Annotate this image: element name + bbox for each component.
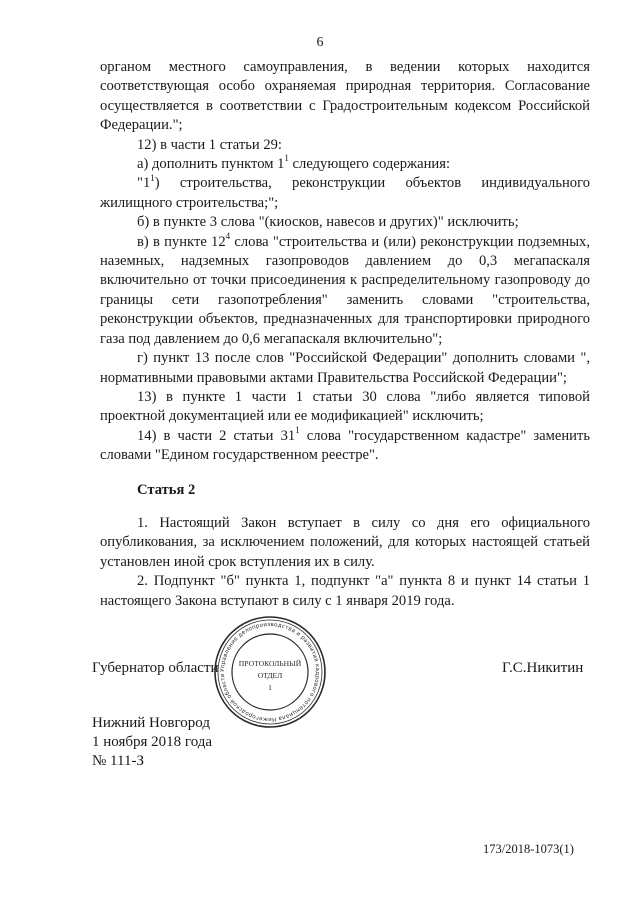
document-id: 173/2018-1073(1) — [483, 842, 574, 856]
paragraph-item-v: в) в пункте $12^4$ слова "строительства и (или) реконструкции подземных, наземных, надземных газопроводов давлением до 0,3 мегапаскаля включительно от точки присоединения к распределительному газопроводу до границы сети газопотребления" заменить словами "строительства, реконструкции объектов, предназначенных для транспортировки природного газа под давлением до 0,6 мегапаскаля включительно"; — [100, 230, 590, 347]
superscript: 1 — [295, 424, 300, 435]
superscript: 4 — [225, 230, 231, 241]
superscript: 1 — [150, 172, 155, 183]
paragraph-quote-1-1: "$1^1$) строительства, реконструкции объектов индивидуального жилищного строительства;"; — [100, 172, 590, 211]
paragraph-item-12: 12) в части 1 статьи 29: — [137, 136, 282, 153]
paragraph-continuation: органом местного самоуправления, в ведении которых находится соответствующая особо охраняемая природная территория. Согласование осуществляется в соответствии с Градостроительным кодексом Российской Федерации."; — [100, 59, 590, 134]
signatory-title: Губернатор области — [92, 660, 219, 676]
article-1-continuation — [100, 58, 590, 466]
paragraph-item-13: 13) в пункте 1 части 1 статьи 30 слова "либо является типовой проектной документацией или ее модификацией" исключить; — [100, 388, 590, 425]
signing-date: 1 ноября 2018 года — [92, 734, 213, 750]
article-2-item-1: 1. Настоящий Закон вступает в силу со дня его официального опубликования, за исключением положений, для которых настоящей статьей установлен иной срок вступления их в силу. — [100, 515, 590, 570]
paragraph-item-g: г) пункт 13 после слов "Российской Федерации" дополнить словами ", нормативными правовыми актами Правительства Российской Федерации"; — [100, 350, 590, 386]
paragraph-item-14: 14) в части 2 статьи $31^1$ слова "государственном кадастре" заменить словами "Едином государственном реестре". — [100, 424, 591, 464]
stamp-center-line-2: ОТДЕЛ — [257, 671, 283, 680]
article-2-body — [100, 514, 590, 611]
article-2-heading: Статья 2 — [137, 482, 196, 498]
law-number: № 111-З — [92, 753, 144, 769]
paragraph-item-b: б) в пункте 3 слова "(киосков, навесов и других)" исключить; — [137, 214, 519, 231]
signatory-name: Г.С.Никитин — [502, 660, 584, 676]
stamp-seal-graphic — [212, 614, 328, 730]
page-number: 6 — [316, 35, 324, 50]
paragraph-item-a: а) дополнить пунктом $1^1$ следующего содержания: — [137, 153, 451, 173]
signing-place: Нижний Новгород — [92, 715, 210, 731]
stamp-center-line-1: ПРОТОКОЛЬНЫЙ — [238, 659, 302, 668]
stamp-center-line-3: 1 — [268, 683, 272, 692]
signing-block — [92, 714, 212, 771]
protocol-department-stamp — [212, 614, 328, 730]
stamp-ring-text: Управление делопроизводства и развития кадрового потенциала Нижегородской области — [219, 621, 321, 723]
article-2-item-2: 2. Подпункт "б" пункта 1, подпункт "а" пункта 8 и пункт 14 статьи 1 настоящего Закона вступают в силу с 1 января 2019 года. — [100, 573, 590, 609]
superscript: 1 — [284, 153, 289, 164]
